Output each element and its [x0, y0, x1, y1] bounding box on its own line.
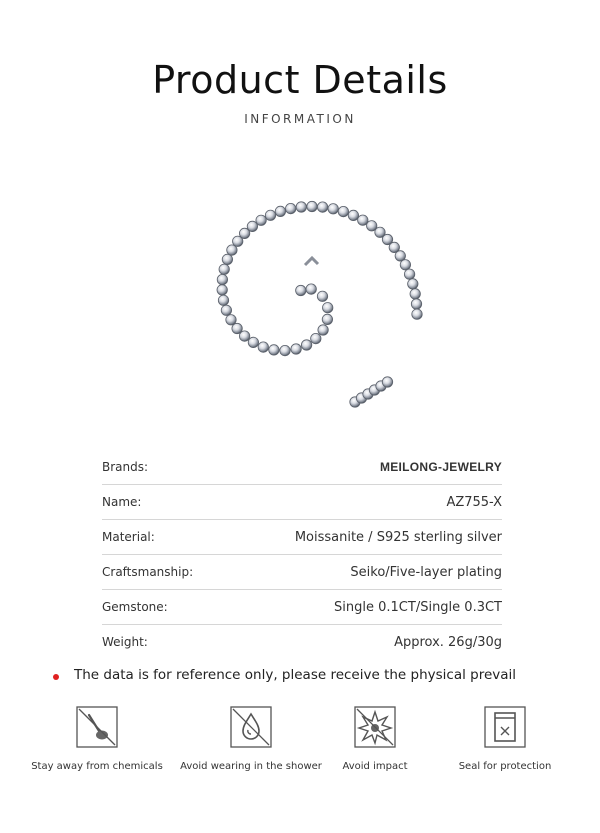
- spec-label: Gemstone:: [102, 600, 168, 614]
- necklace-stone: [269, 345, 279, 355]
- necklace-stone: [411, 299, 421, 309]
- care-item-seal: [430, 705, 580, 772]
- necklace-stone: [258, 342, 268, 352]
- spec-row-weight: [102, 625, 502, 659]
- necklace-stone: [265, 210, 275, 220]
- necklace-stone: [256, 215, 266, 225]
- spec-value: Single 0.1CT/Single 0.3CT: [334, 599, 502, 615]
- necklace-stone: [318, 325, 328, 335]
- care-label: Avoid wearing in the shower: [180, 761, 322, 772]
- necklace-stone: [219, 264, 229, 274]
- necklace-stone: [311, 333, 321, 343]
- necklace-stone: [404, 269, 414, 279]
- spec-value: Approx. 26g/30g: [394, 634, 502, 650]
- necklace-stone: [217, 274, 227, 284]
- spec-value: Moissanite / S925 sterling silver: [294, 529, 502, 545]
- necklace-stones: [217, 201, 422, 407]
- necklace-stone: [338, 206, 348, 216]
- necklace-stone: [306, 284, 316, 294]
- spec-label: Brands:: [102, 460, 149, 474]
- necklace-stone: [248, 337, 258, 347]
- spec-label: Weight:: [102, 635, 148, 649]
- necklace-stone: [296, 202, 306, 212]
- necklace-stone: [323, 303, 333, 313]
- spec-value: Seiko/Five-layer plating: [350, 564, 502, 580]
- care-label: Avoid impact: [342, 761, 408, 772]
- necklace-stone: [221, 305, 231, 315]
- necklace-stone: [322, 314, 332, 324]
- care-item-impact: [300, 705, 450, 772]
- necklace-stone: [291, 344, 301, 354]
- impact-icon: [353, 705, 397, 749]
- necklace-stone: [226, 315, 236, 325]
- care-label: Stay away from chemicals: [31, 761, 163, 772]
- necklace-stone: [222, 254, 232, 264]
- page-subtitle: INFORMATION: [244, 112, 356, 126]
- necklace-stone: [280, 345, 290, 355]
- necklace-clasp: [305, 258, 318, 265]
- spec-label: Name:: [102, 495, 142, 509]
- page-title: Product Details: [152, 58, 448, 102]
- necklace-stone: [296, 285, 306, 295]
- necklace-stone: [410, 289, 420, 299]
- necklace-stone: [382, 377, 392, 387]
- necklace-stone: [317, 202, 327, 212]
- necklace-stone: [286, 203, 296, 213]
- necklace-stone: [217, 285, 227, 295]
- spec-label: Material:: [102, 530, 155, 544]
- necklace-image: [160, 170, 430, 435]
- red-dot-icon: [53, 674, 59, 680]
- necklace-stone: [232, 323, 242, 333]
- spec-label: Craftsmanship:: [102, 565, 194, 579]
- necklace-stone: [218, 295, 228, 305]
- spec-table: [102, 450, 502, 659]
- spec-row-material: [102, 520, 502, 555]
- care-label: Seal for protection: [458, 761, 552, 772]
- necklace-stone: [328, 204, 338, 214]
- necklace-stone: [317, 291, 327, 301]
- necklace-stone: [408, 279, 418, 289]
- spec-value: AZ755-X: [446, 494, 502, 510]
- spec-row-craftsmanship: [102, 555, 502, 590]
- necklace-stone: [307, 201, 317, 211]
- spec-value: MEILONG-JEWELRY: [379, 460, 502, 474]
- reference-note-text: The data is for reference only, please receive the physical prevail: [74, 667, 517, 683]
- shower-icon: [229, 705, 273, 749]
- necklace-stone: [301, 340, 311, 350]
- care-item-chemicals: [22, 705, 172, 772]
- spec-row-gemstone: [102, 590, 502, 625]
- necklace-stone: [247, 221, 257, 231]
- necklace-stone: [348, 210, 358, 220]
- spec-row-brand: [102, 450, 502, 485]
- necklace-stone: [412, 309, 422, 319]
- spec-row-name: [102, 485, 502, 520]
- necklace-stone: [400, 260, 410, 270]
- necklace-stone: [358, 215, 368, 225]
- seal-bag-icon: [483, 705, 527, 749]
- necklace-stone: [275, 206, 285, 216]
- chemical-icon: [75, 705, 119, 749]
